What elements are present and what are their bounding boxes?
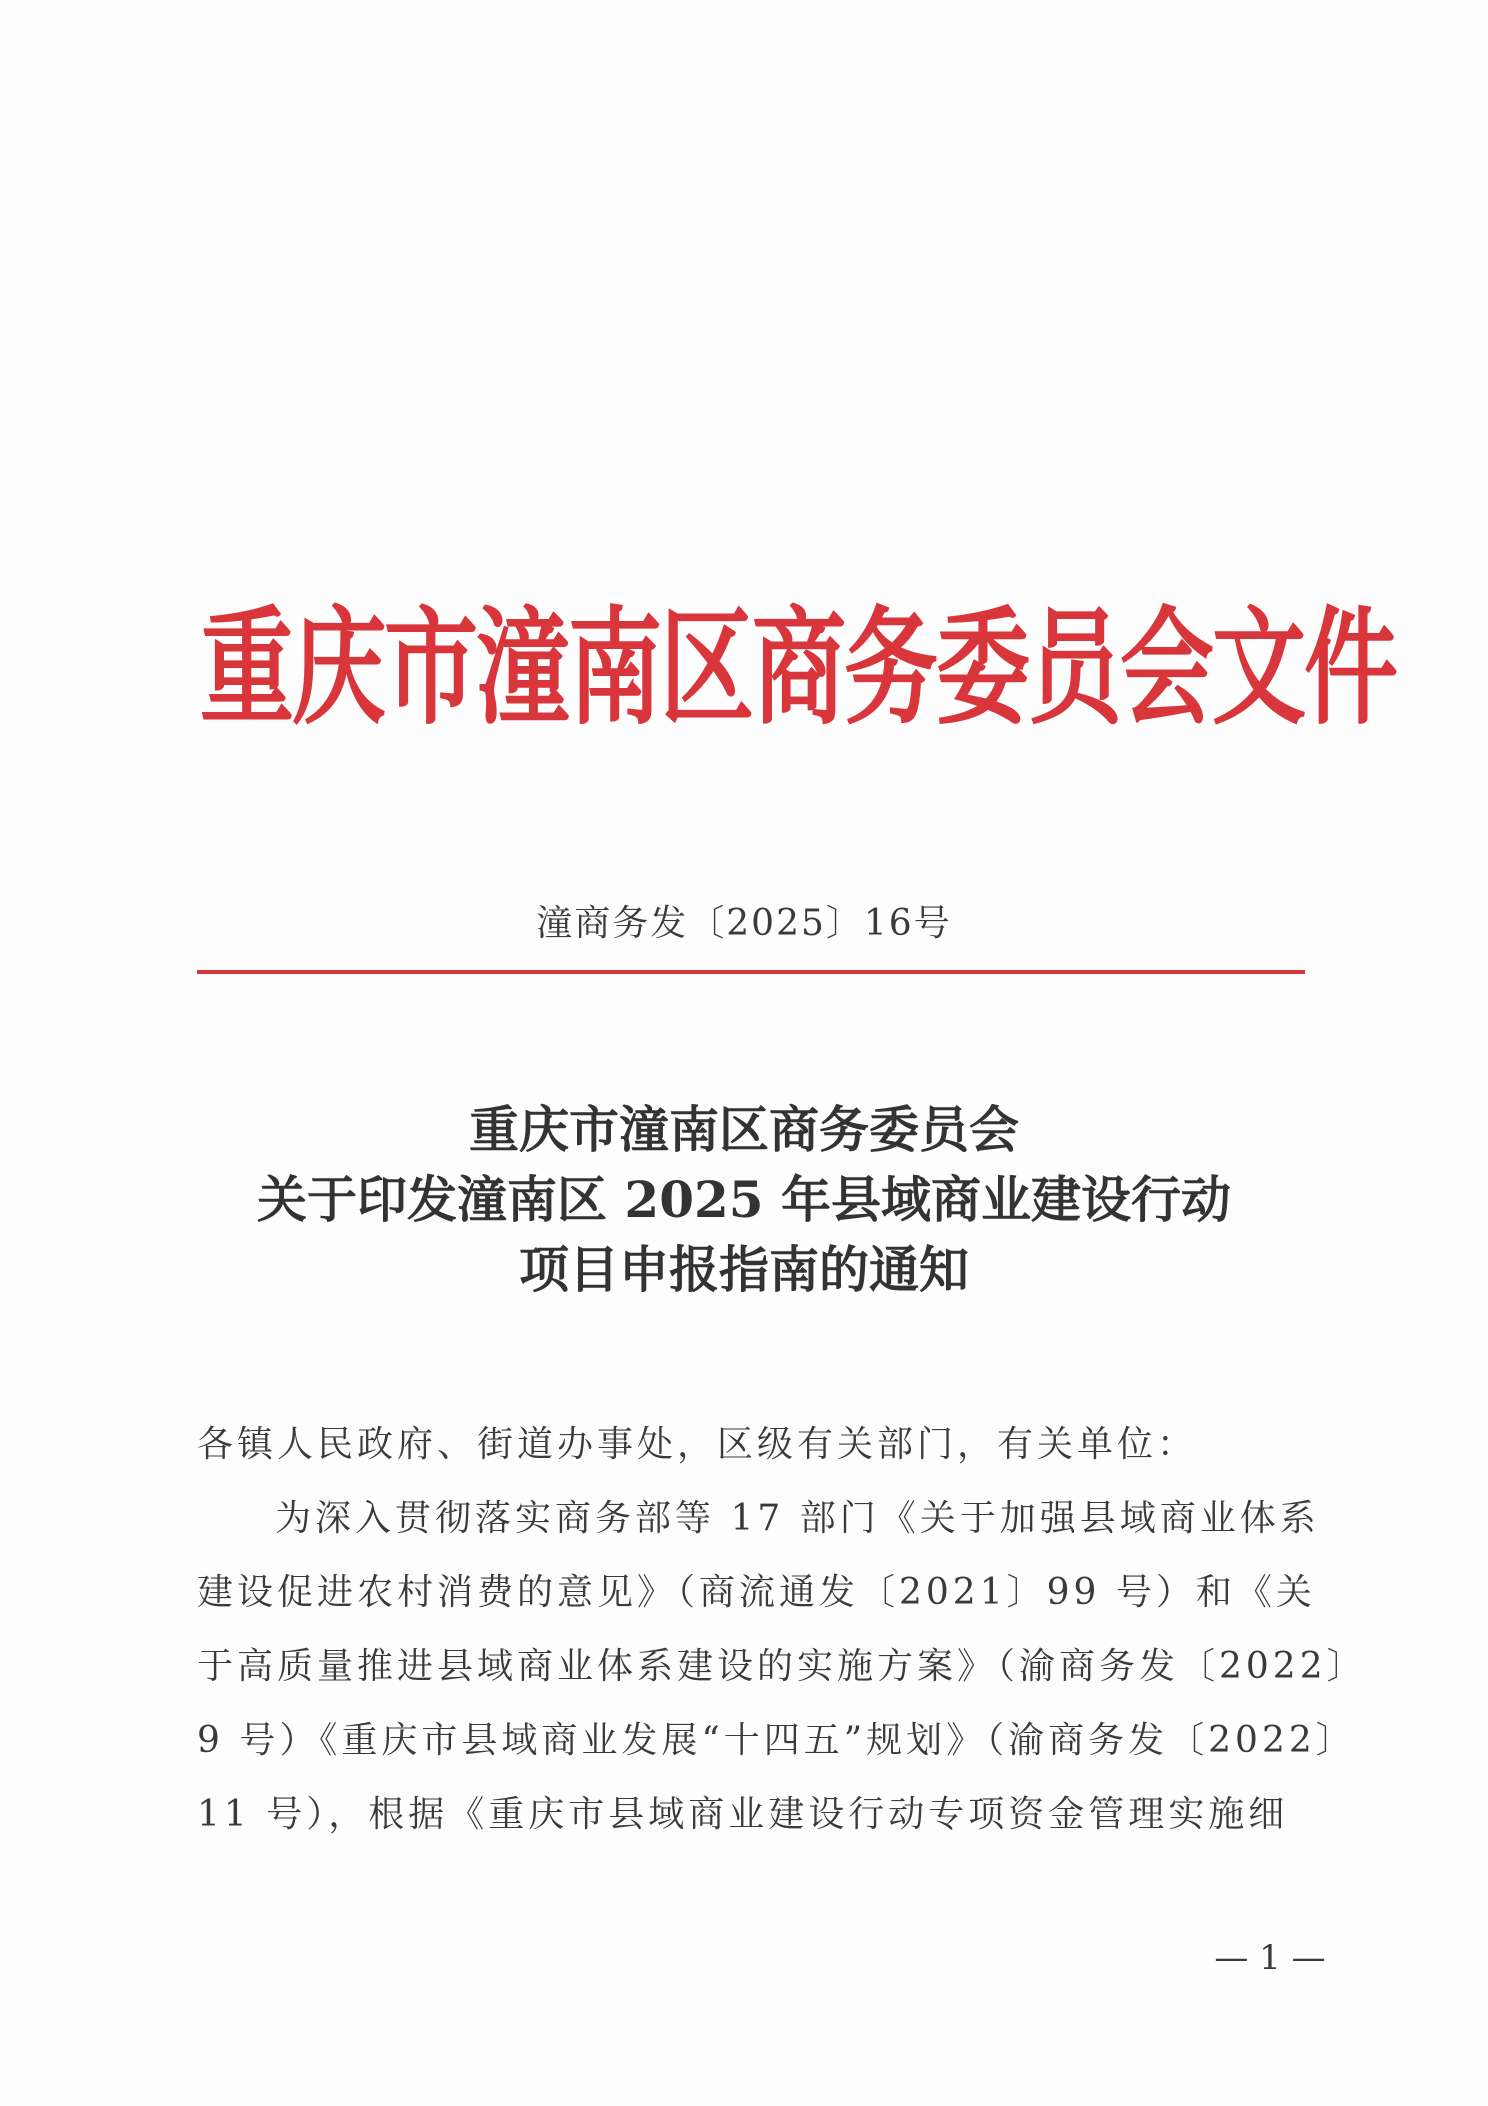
body-text: [197, 1408, 1367, 1852]
title-line-2: 关于印发潼南区 2025 年县域商业建设行动: [257, 1170, 1231, 1229]
red-divider-line: [197, 970, 1305, 974]
document-number: 潼商务发〔2025〕16号: [536, 903, 952, 944]
body-line-2: 建设促进农村消费的意见》（商流通发〔2021〕99 号）和《关: [197, 1572, 1316, 1613]
body-line-3: 于高质量推进县域商业体系建设的实施方案》（渝商务发〔2022〕: [197, 1646, 1367, 1687]
salutation: 各镇人民政府、街道办事处，区级有关部门，有关单位：: [197, 1424, 1198, 1465]
body-line-5: 11 号），根据《重庆市县域商业建设行动专项资金管理实施细: [197, 1794, 1289, 1835]
notice-title: [100, 1095, 1388, 1305]
title-line-1: 重庆市潼南区商务委员会: [469, 1100, 1019, 1159]
title-line-3: 项目申报指南的通知: [519, 1240, 969, 1299]
page-number: — 1 —: [1214, 1938, 1326, 1978]
body-line-4: 9 号）《重庆市县域商业发展“十四五”规划》（渝商务发〔2022〕: [197, 1720, 1356, 1761]
body-line-1: 为深入贯彻落实商务部等 17 部门《关于加强县域商业体系: [275, 1498, 1320, 1539]
masthead-title: 重庆市潼南区商务委员会文件: [200, 595, 1397, 743]
